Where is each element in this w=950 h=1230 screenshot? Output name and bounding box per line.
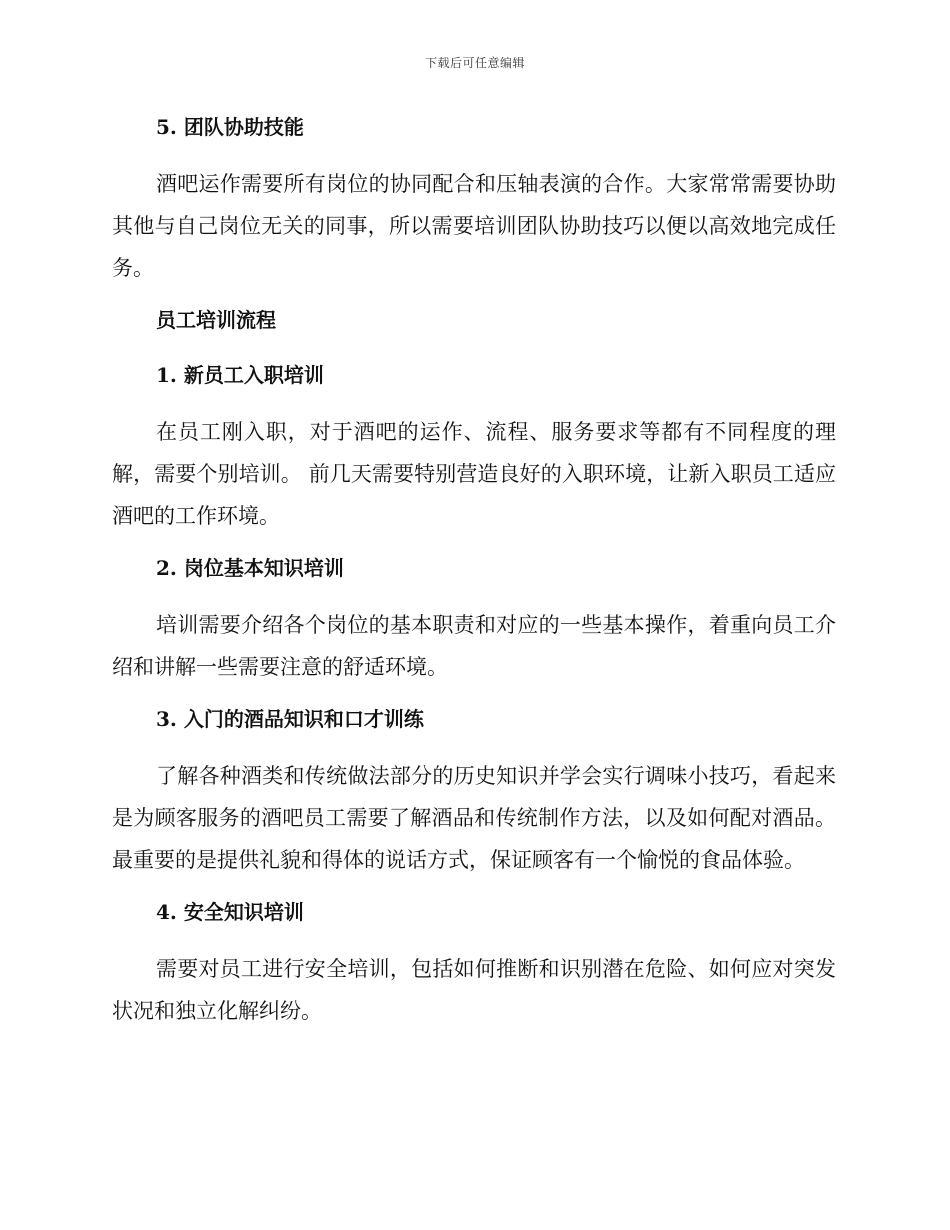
paragraph-wine-knowledge: 了解各种酒类和传统做法部分的历史知识并学会实行调味小技巧，看起来是为顾客服务的酒吧员工需要了解酒品和传统制作方法，以及如何配对酒品。最重要的是提供礼貌和得体的说话方式，保证顾客有一个愉悦的食品体验。 xyxy=(112,764,836,872)
section-heading-onboarding: 1. 新员工入职培训 xyxy=(156,363,324,387)
document-body xyxy=(112,108,836,1044)
paragraph-basic-knowledge: 培训需要介绍各个岗位的基本职责和对应的一些基本操作，着重向员工介绍和讲解一些需要注意的舒适环境。 xyxy=(112,613,836,679)
paragraph-onboarding: 在员工刚入职，对于酒吧的运作、流程、服务要求等都有不同程度的理解，需要个别培训。 前几天需要特别营造良好的入职环境，让新入职员工适应酒吧的工作环境。 xyxy=(112,420,836,528)
section-heading-training-process: 员工培训流程 xyxy=(156,308,276,332)
paragraph-safety: 需要对员工进行安全培训，包括如何推断和识别潜在危险、如何应对突发状况和独立化解纠纷。 xyxy=(112,957,836,1023)
section-heading-safety: 4. 安全知识培训 xyxy=(156,900,304,924)
section-heading-team-skills: 5. 团队协助技能 xyxy=(156,115,304,139)
section-heading-wine-knowledge: 3. 入门的酒品知识和口才训练 xyxy=(156,707,424,731)
section-heading-basic-knowledge: 2. 岗位基本知识培训 xyxy=(156,556,344,580)
paragraph-team-skills: 酒吧运作需要所有岗位的协同配合和压轴表演的合作。大家常常需要协助其他与自己岗位无关的同事，所以需要培训团队协助技巧以便以高效地完成任务。 xyxy=(112,172,836,280)
header-note: 下载后可任意编辑 xyxy=(424,56,525,70)
